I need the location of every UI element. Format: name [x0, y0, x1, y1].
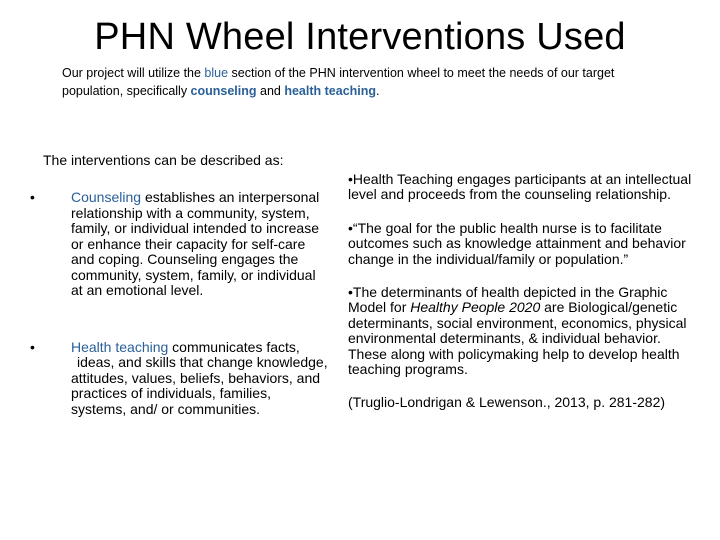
intro-blue-word: blue — [204, 66, 229, 80]
citation: (Truglio-Londrigan & Lewenson., 2013, p. 281-282) — [348, 394, 666, 411]
determinants-text-a: •The determinants of health depicted in the Graphic Model for — [348, 284, 668, 316]
goal-quote-paragraph: •“The goal for the public health nurse is to facilitate outcomes such as knowledge attainment and behavior change in the individual/family or population.” — [348, 219, 686, 267]
intro-text-part1: Our project will utilize the — [62, 66, 205, 80]
interventions-lead: The interventions can be described as: — [43, 152, 284, 168]
determinants-text-b: are Biological/genetic determinants, social environment, economics, physical environmental determinants, & individual behavior. These along with policymaking help to develop health teaching programs. — [348, 299, 687, 378]
intro-end: . — [376, 84, 380, 98]
right-column — [348, 172, 700, 411]
intro-and-word: and — [256, 84, 285, 98]
intro-health-teaching-word: health teaching — [284, 84, 377, 98]
health-teaching-description: communicates facts, — [168, 338, 300, 355]
intro-counseling-word: counseling — [190, 84, 257, 98]
health-teaching-engagement-paragraph: •Health Teaching engages participants at an intellectual level and proceeds from the counseling relationship. — [348, 171, 692, 203]
intro-text-part2: section of the PHN intervention wheel to meet the needs of our target population, specifically — [62, 66, 615, 98]
intro-paragraph — [62, 64, 662, 100]
counseling-description: establishes an interpersonal relationship with a community, system, family, or individual intended to increase or enhance their capacity for self-care and coping. Counseling engages the community, system, family, or individual at an emotional level. — [71, 189, 320, 298]
bullet-marker: • — [30, 338, 35, 355]
health-teaching-term: Health teaching — [71, 338, 169, 355]
list-item-health-teaching — [30, 340, 330, 418]
list-item-counseling — [30, 190, 330, 299]
slide-title: PHN Wheel Interventions Used — [94, 16, 626, 58]
bullet-marker: • — [30, 189, 35, 205]
healthy-people-title: Healthy People 2020 — [410, 299, 541, 316]
determinants-paragraph — [348, 285, 700, 377]
health-teaching-description-cont: ideas, and skills that change knowledge, attitudes, values, beliefs, behaviors, and practices of individuals, families, systems, and/ or communities. — [71, 354, 328, 417]
counseling-term: Counseling — [71, 189, 142, 205]
interventions-list — [30, 190, 330, 417]
